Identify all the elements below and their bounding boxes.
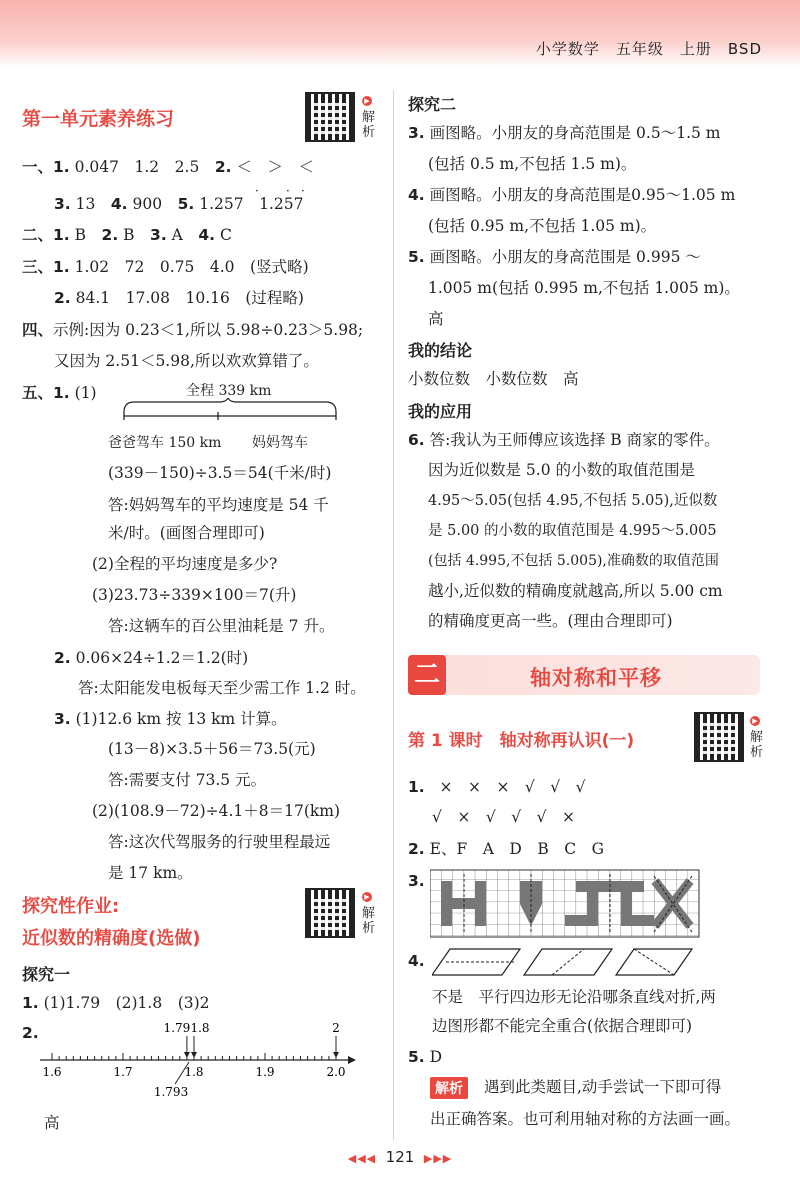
mark-label: 1.79 bbox=[163, 1021, 191, 1035]
answer-line: √ × √ √ √ × bbox=[432, 808, 575, 826]
answer-line: 1. × × × √ √ √ bbox=[408, 778, 586, 796]
mark-below-label: 1.793 bbox=[153, 1085, 189, 1098]
column-divider bbox=[393, 90, 394, 1140]
answer-line: 3. 画图略。小朋友的身高范围是 0.5～1.5 m bbox=[408, 124, 721, 142]
number-line bbox=[30, 1018, 370, 1098]
qr-code[interactable] bbox=[305, 92, 355, 142]
repeating-dot: · bbox=[301, 184, 305, 198]
mark-label: 2 bbox=[332, 1021, 340, 1035]
answer-line: 答:太阳能发电板每天至少需工作 1.2 时。 bbox=[78, 679, 366, 697]
header-subject: 小学数学 bbox=[535, 40, 600, 58]
unit-title: 轴对称和平移 bbox=[530, 666, 662, 690]
answer-line: 一、1. 0.047 1.2 2.5 2. ＜ ＞ ＜ bbox=[22, 158, 314, 176]
unit-badge: 二 bbox=[408, 655, 446, 695]
qr-label: 解析 bbox=[750, 730, 764, 760]
page-number: 121 bbox=[385, 1148, 415, 1166]
answer-line: 又因为 2.51＜5.98,所以欢欢算错了。 bbox=[54, 352, 319, 370]
answer-line: 三、1. 1.02 72 0.75 4.0 (竖式略) bbox=[22, 258, 309, 276]
answer-line: 4.95～5.05(包括 4.95,不包括 5.05),近似数 bbox=[428, 493, 718, 509]
answer-line: 答:需要支付 73.5 元。 bbox=[108, 771, 267, 789]
diagram-mom-label: 妈妈驾车 bbox=[252, 435, 308, 451]
answer-line: 高 bbox=[44, 1114, 60, 1132]
tick-label: 1.7 bbox=[113, 1065, 133, 1079]
parallelogram-figures bbox=[432, 945, 694, 979]
answer-line: (2)(108.9－72)÷4.1＋8＝17(km) bbox=[92, 802, 341, 820]
answer-line: 是 5.00 的小数的取值范围是 4.995～5.005 bbox=[428, 523, 717, 539]
qr-code[interactable] bbox=[305, 888, 355, 938]
answer-line: 不是 平行四边形无论沿哪条直线对折,两 bbox=[432, 988, 716, 1006]
lesson-title: 第 1 课时 轴对称再认识(一) bbox=[408, 731, 635, 751]
answer-line: 答:妈妈驾车的平均速度是 54 千 bbox=[108, 496, 329, 514]
tick-label: 2.0 bbox=[326, 1065, 346, 1079]
answer-line: 2. 0.06×24÷1.2＝1.2(时) bbox=[54, 649, 249, 667]
mark-arrow-head bbox=[333, 1052, 339, 1058]
diagram-total-label: 全程 339 km bbox=[186, 383, 272, 399]
answer-line: 4. 画图略。小朋友的身高范围是0.95～1.05 m bbox=[408, 186, 736, 204]
mark-arrow-head bbox=[191, 1052, 197, 1058]
play-icon: ▶ bbox=[362, 96, 372, 106]
answer-line: 1. (1)1.79 (2)1.8 (3)2 bbox=[22, 994, 210, 1012]
answer-line: 四、示例:因为 0.23＜1,所以 5.98÷0.23＞5.98; bbox=[22, 321, 364, 339]
diagram-dad-label: 爸爸驾车 150 km bbox=[108, 435, 222, 451]
axis-arrow bbox=[348, 1056, 356, 1064]
tick-label: 1.6 bbox=[42, 1065, 62, 1079]
answer-line: (339－150)÷3.5＝54(千米/时) bbox=[108, 464, 332, 482]
explore-one-heading: 探究一 bbox=[22, 965, 71, 984]
header-edition: BSD bbox=[727, 40, 762, 58]
answer-line: (13－8)×3.5＋56＝73.5(元) bbox=[108, 740, 316, 758]
answer-line: 二、1. B 2. B 3. A 4. C bbox=[22, 226, 232, 244]
segment-diagram bbox=[120, 398, 342, 430]
repeating-dot: · bbox=[255, 184, 259, 198]
conclusion-heading: 我的结论 bbox=[408, 341, 473, 360]
inquiry-subtitle: 近似数的精确度(选做) bbox=[22, 928, 201, 949]
answer-line: 5. D bbox=[408, 1048, 443, 1066]
answer-line: 5. 画图略。小朋友的身高范围是 0.995 ～ bbox=[408, 248, 701, 266]
inquiry-title: 探究性作业: bbox=[22, 896, 120, 917]
answer-line: 答:这辆车的百公里油耗是 7 升。 bbox=[108, 617, 335, 635]
left-arrows-icon: ◀◀◀ bbox=[347, 1152, 377, 1165]
page-number-bar bbox=[0, 1148, 800, 1166]
answer-line: 6. 答:我认为王师傅应该选择 B 商家的零件。 bbox=[408, 431, 720, 449]
right-arrows-icon: ▶▶▶ bbox=[423, 1152, 453, 1165]
answer-line: 五、1. (1) bbox=[22, 384, 97, 402]
answer-line: 1.005 m(包括 0.995 m,不包括 1.005 m)。 bbox=[428, 279, 740, 297]
answer-line: (2)全程的平均速度是多少? bbox=[92, 555, 278, 573]
analysis-tag: 解析 bbox=[430, 1077, 468, 1099]
answer-line: 3. 13 4. 900 5. 1.257 1.257 bbox=[54, 195, 304, 213]
answer-line: 因为近似数是 5.0 的小数的取值范围是 bbox=[428, 461, 696, 479]
symmetry-grid-figure bbox=[430, 868, 700, 940]
header-volume: 上册 bbox=[679, 40, 712, 58]
mark-arrow-head bbox=[184, 1052, 190, 1058]
application-heading: 我的应用 bbox=[408, 402, 473, 421]
answer-line: 边图形都不能完全重合(依据合理即可) bbox=[432, 1017, 693, 1035]
answer-line: (3)23.73÷339×100＝7(升) bbox=[92, 586, 297, 604]
answer-line: (包括 4.995,不包括 5.005),准确数的取值范围 bbox=[428, 553, 719, 569]
answer-line: 的精确度更高一些。(理由合理即可) bbox=[428, 612, 673, 630]
play-icon: ▶ bbox=[362, 892, 372, 902]
answer-line: 4. bbox=[408, 952, 425, 970]
tick-label: 1.9 bbox=[255, 1065, 275, 1079]
repeating-dot: · bbox=[286, 184, 290, 198]
mark-label: 1.8 bbox=[190, 1021, 210, 1035]
qr-code[interactable] bbox=[694, 712, 744, 762]
answer-line: 答:这次代驾服务的行驶里程最远 bbox=[108, 833, 331, 851]
answer-line: 是 17 km。 bbox=[108, 864, 193, 882]
answer-line: 3. bbox=[408, 872, 425, 890]
answer-line: 小数位数 小数位数 高 bbox=[408, 370, 579, 388]
answer-line: 3. (1)12.6 km 按 13 km 计算。 bbox=[54, 710, 287, 728]
answer-line: 2. E、F A D B C G bbox=[408, 840, 604, 858]
answer-line: 越小,近似数的精确度就越高,所以 5.00 cm bbox=[428, 582, 723, 600]
answer-line: 米/时。(画图合理即可) bbox=[108, 524, 265, 542]
section-title: 第一单元素养练习 bbox=[22, 108, 175, 130]
play-icon: ▶ bbox=[750, 716, 760, 726]
analysis-text: 出正确答案。也可利用轴对称的方法画一画。 bbox=[430, 1110, 741, 1128]
answer-line: (包括 0.95 m,不包括 1.05 m)。 bbox=[428, 217, 657, 235]
explore-two-heading: 探究二 bbox=[408, 95, 457, 114]
page-header bbox=[520, 38, 762, 59]
answer-line: 高 bbox=[428, 310, 444, 328]
header-grade: 五年级 bbox=[615, 40, 664, 58]
tick-label: 1.8 bbox=[184, 1065, 204, 1079]
qr-label: 解析 bbox=[362, 906, 376, 936]
answer-line: (包括 0.5 m,不包括 1.5 m)。 bbox=[428, 155, 637, 173]
qr-label: 解析 bbox=[362, 110, 376, 140]
answer-line: 2. bbox=[22, 1024, 39, 1042]
analysis-text: 遇到此类题目,动手尝试一下即可得 bbox=[484, 1078, 722, 1096]
answer-line: 2. 84.1 17.08 10.16 (过程略) bbox=[54, 289, 304, 307]
